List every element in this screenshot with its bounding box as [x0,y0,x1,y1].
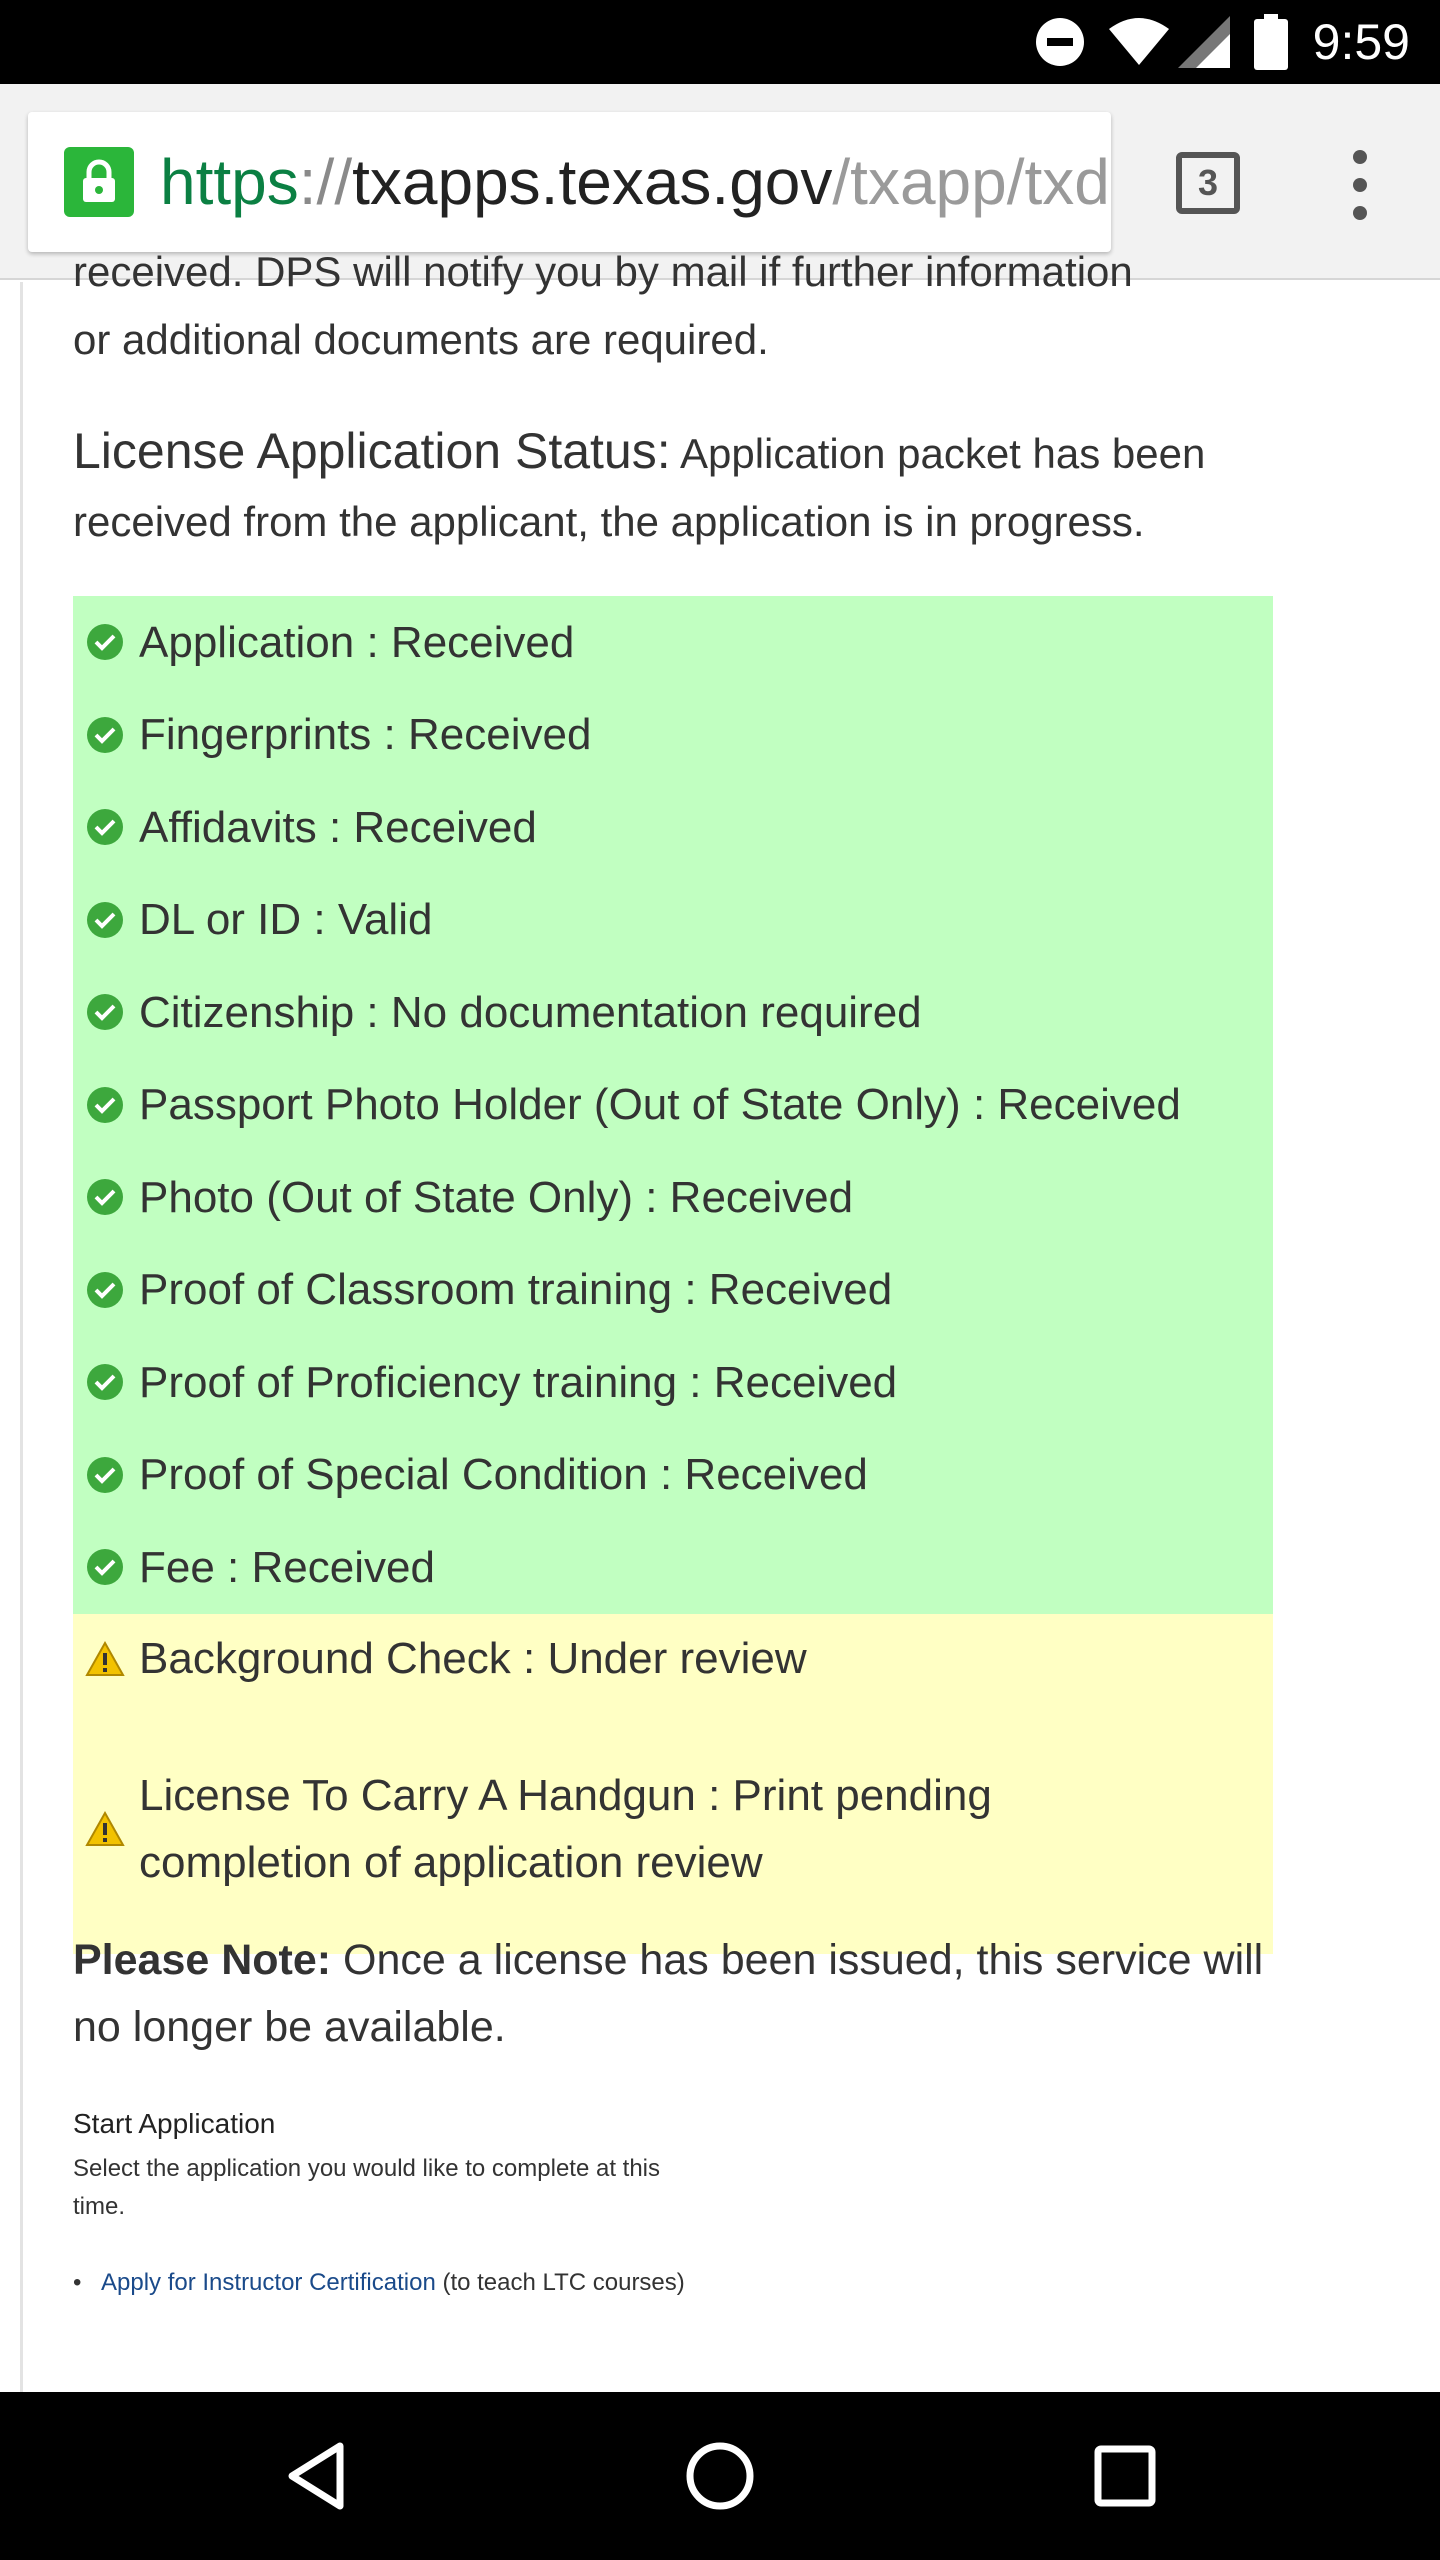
check-icon [85,1270,125,1310]
status-item-fee [73,1521,1273,1614]
status-item-classroom-training [73,1244,1273,1337]
url-separator: :// [298,146,353,218]
back-icon[interactable] [236,2392,396,2560]
bullet: • [73,2269,82,2296]
status-text: Application packet has been received from the applicant, the application is in progress. [73,430,1206,545]
status-item-text: Fingerprints : Received [139,710,592,760]
intro-line-1: received. DPS will notify you by mail if further information [73,248,1133,295]
url-scheme: https [160,146,299,218]
check-icon [85,992,125,1032]
status-item-special-condition [73,1429,1273,1522]
status-item-application [73,596,1273,689]
start-application-description: Select the application you would like to complete at this time. [73,2155,661,2220]
status-item-text: Proof of Proficiency training : Received [139,1357,898,1407]
note-text: Once a license has been issued, this service will no longer be available. [73,1936,1264,2051]
status-item-text: Fee : Received [139,1542,435,1592]
page-border [20,282,23,2392]
status-item-license-to-carry [73,1704,1273,1954]
status-item-background-check [73,1614,1273,1704]
please-note [73,1927,1303,2061]
cell-signal-icon [1176,0,1232,84]
do-not-disturb-icon [1035,0,1085,84]
url-text[interactable] [160,112,1110,252]
check-icon [85,807,125,847]
check-icon [85,1547,125,1587]
instructor-certification-link[interactable]: Apply for Instructor Certification [101,2269,436,2296]
list-item [73,2264,693,2302]
note-label: Please Note: [73,1936,332,1984]
status-item-text: License To Carry A Handgun : Print pending completion of application review [139,1770,992,1887]
check-icon [85,900,125,940]
url-bar[interactable] [28,112,1111,252]
start-application-list [73,2264,693,2302]
tab-switcher-button[interactable]: 3 [1176,152,1240,214]
status-item-citizenship [73,966,1273,1059]
intro-text [73,238,1273,374]
status-item-text: Photo (Out of State Only) : Received [139,1172,854,1222]
battery-icon [1254,0,1288,84]
warning-icon [85,1809,125,1849]
navigation-bar [0,2392,1440,2560]
status-item-text: DL or ID : Valid [139,895,433,945]
status-item-text: Proof of Classroom training : Received [139,1265,893,1315]
status-list [73,596,1273,1954]
start-application-title: Start Application [73,2108,276,2139]
check-icon [85,715,125,755]
check-icon [85,1455,125,1495]
wifi-icon [1108,0,1170,84]
status-item-photo [73,1151,1273,1244]
status-item-text: Proof of Special Condition : Received [139,1450,868,1500]
status-item-text: Citizenship : No documentation required [139,987,922,1037]
status-item-text: Affidavits : Received [139,802,537,852]
status-item-passport-photo-holder [73,1059,1273,1152]
check-icon [85,1362,125,1402]
status-item-text: Application : Received [139,617,575,667]
clock: 9:59 [1312,14,1410,70]
status-bar [0,0,1440,84]
status-item-affidavits [73,781,1273,874]
check-icon [85,622,125,662]
status-item-proficiency-training [73,1336,1273,1429]
url-host: txapps.texas.gov [352,146,833,218]
web-page[interactable] [0,248,1440,2392]
overflow-menu-icon[interactable] [1340,150,1380,220]
check-icon [85,1085,125,1125]
recents-icon[interactable] [1045,2392,1205,2560]
home-icon[interactable] [640,2392,800,2560]
status-item-text: Background Check : Under review [139,1634,807,1683]
intro-line-2: or additional documents are required. [73,316,769,363]
link-suffix: (to teach LTC courses) [435,2269,685,2296]
check-icon [85,1177,125,1217]
status-item-text: Passport Photo Holder (Out of State Only) : Received [139,1080,1181,1130]
url-path: /txapp/txd [832,146,1110,218]
application-status-heading [73,417,1303,556]
lock-icon[interactable] [64,147,134,217]
status-item-fingerprints [73,689,1273,782]
warning-icon [85,1639,125,1679]
status-label: License Application Status: [73,423,671,479]
status-item-dl-or-id [73,874,1273,967]
